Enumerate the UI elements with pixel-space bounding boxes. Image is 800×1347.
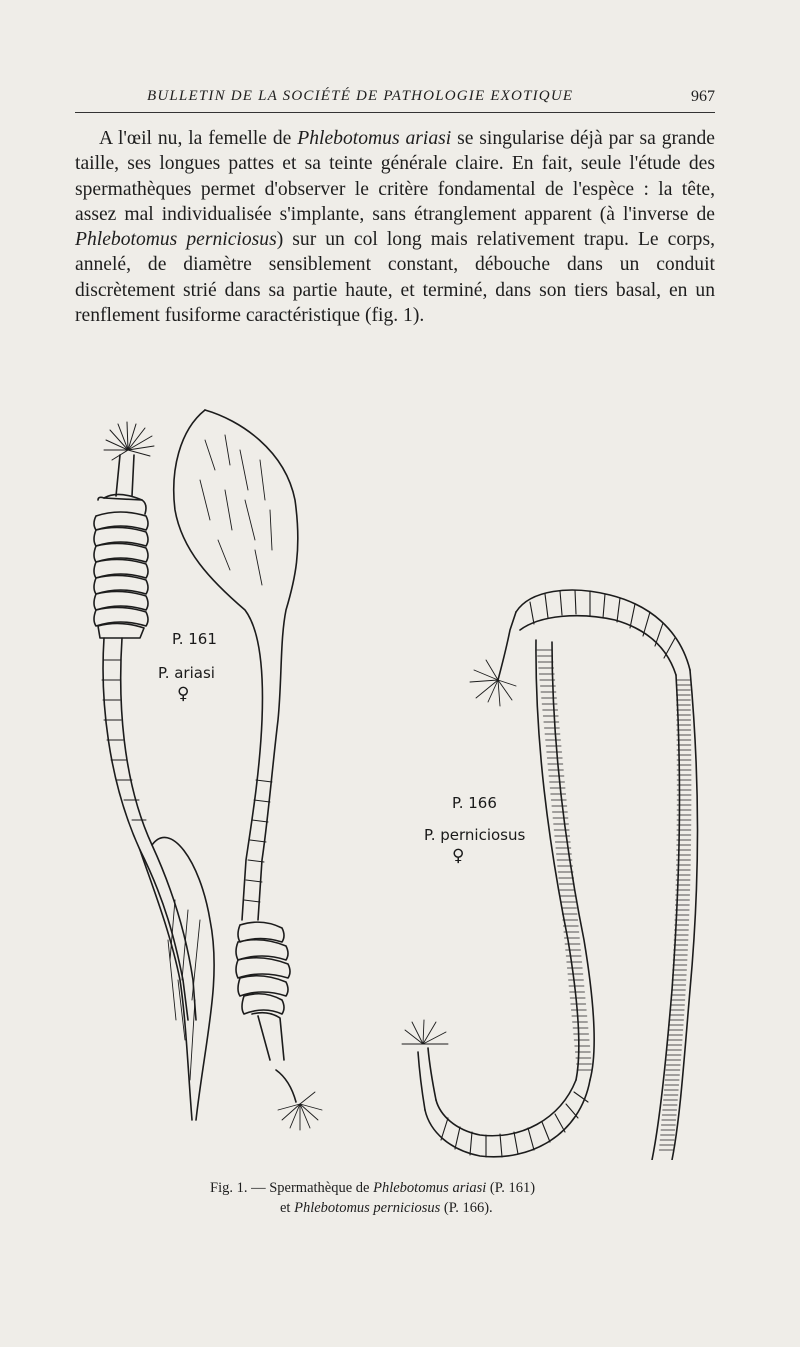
caption-line-1 [210,1178,630,1198]
head-bristles [104,422,154,460]
running-header [75,88,715,113]
body-paragraph [75,126,715,328]
terminal-bristles [278,1092,322,1130]
specimen-code-left: P. 161 [172,630,217,648]
figure-caption [210,1178,630,1218]
caption-text: (P. 166). [440,1200,493,1216]
female-symbol-left: ♀ [177,684,190,704]
caption-text: (P. 161) [486,1180,536,1196]
species-name: Phlebotomus ariasi [297,128,452,149]
page-number: 967 [691,88,715,105]
text-span: ) sur un col long mais relativement trapu. Le corps, annelé, de diamètre sensiblement constant, débouche dans un conduit discrètement strié dans sa partie haute, et terminé, dans son tiers basal, en un renflement fusiforme caractéristique (fig. 1). [75,229,715,327]
journal-title: BULLETIN DE LA SOCIÉTÉ DE PATHOLOGIE EXOTIQUE [147,88,574,104]
caption-text: Fig. 1. — Spermathèque de [210,1180,374,1196]
species-label-right: P. perniciosus [424,826,526,844]
ariasi-spermatheca [94,422,214,1120]
text-span: se singularise déjà par sa grande taille, ses longues pattes et sa teinte générale claire. En fait, seule l'étude des spermathèques permet d'observer le critère fondamental de l'espèce : la tête, assez mal individualisée s'implante, sans étranglement apparent (à l'inverse de [75,128,716,225]
figure-spermatheca [0,380,800,1160]
caption-species: Phlebotomus perniciosus [294,1200,441,1216]
fusiform-striae [200,435,272,585]
caption-text: et [280,1200,295,1216]
perniciosus-spermatheca [402,590,698,1160]
spermatheca-drawing [0,380,800,1160]
species-name: Phlebotomus perniciosus [75,229,277,251]
caption-line-2 [210,1198,630,1218]
caption-species: Phlebotomus ariasi [373,1180,487,1196]
female-symbol-right: ♀ [452,846,465,866]
left-duct-striae [537,650,592,1070]
lower-rings [441,1092,588,1157]
specimen-code-right: P. 166 [452,794,497,812]
text-span: A l'œil nu, la femelle de [99,128,298,149]
perniciosus-head-bristles [470,660,516,706]
species-label-left: P. ariasi [158,664,215,682]
perniciosus-lower-bristles [402,1020,448,1044]
ariasi-fusiform-duct [174,410,322,1130]
